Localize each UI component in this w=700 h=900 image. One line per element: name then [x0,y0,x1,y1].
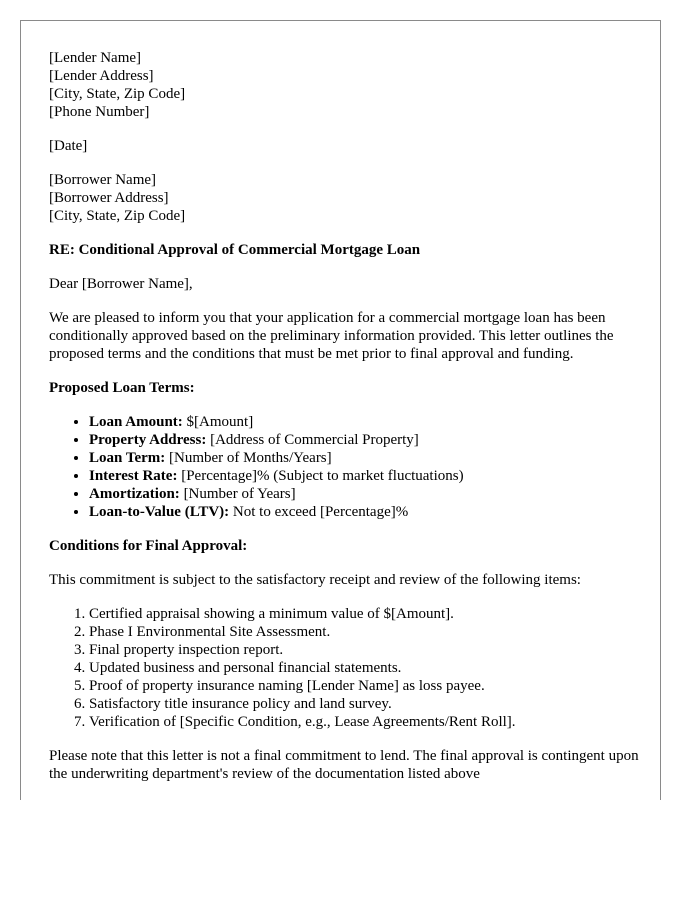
lender-phone: [Phone Number] [49,104,150,120]
condition-item: 5. Proof of property insurance naming [Lender Name] as loss payee. [89,677,639,695]
term-label: Amortization: [89,486,180,502]
lender-name: [Lender Name] [49,50,142,66]
term-value: [Percentage]% (Subject to market fluctuations) [177,468,464,484]
term-label: Loan Term: [89,450,166,466]
terms-list [49,413,639,521]
term-value: $[Amount] [182,414,254,430]
term-label: Property Address: [89,432,207,448]
borrower-name: [Borrower Name] [49,172,157,188]
borrower-address: [Borrower Address] [49,190,169,206]
subject-line: RE: Conditional Approval of Commercial Mortgage Loan [49,242,421,258]
term-item [89,431,639,449]
term-value: [Number of Years] [179,486,296,502]
term-value: Not to exceed [Percentage]% [229,504,409,520]
lender-block [49,49,639,121]
salutation: Dear [Borrower Name], [49,276,193,292]
closing-paragraph: Please note that this letter is not a final commitment to lend. The final approval is contingent upon the underwriting department's review of the documentation listed above [49,748,639,782]
condition-item: 3. Final property inspection report. [89,641,639,659]
term-item [89,413,639,431]
terms-heading: Proposed Loan Terms: [49,380,195,396]
term-item [89,503,639,521]
conditions-heading: Conditions for Final Approval: [49,538,248,554]
condition-item: 1. Certified appraisal showing a minimum value of $[Amount]. [89,605,639,623]
condition-item: 6. Satisfactory title insurance policy and land survey. [89,695,639,713]
letter-date: [Date] [49,138,88,154]
term-item [89,485,639,503]
lender-city-state-zip: [City, State, Zip Code] [49,86,186,102]
letter-page [20,20,661,800]
term-label: Loan Amount: [89,414,183,430]
intro-paragraph: We are pleased to inform you that your application for a commercial mortgage loan has been conditionally approved based on the preliminary information provided. This letter outlines the proposed terms and the conditions that must be met prior to final approval and funding. [49,310,614,362]
term-value: [Address of Commercial Property] [206,432,419,448]
letter-content [49,49,639,799]
term-item [89,449,639,467]
term-label: Loan-to-Value (LTV): [89,504,230,520]
term-item [89,467,639,485]
condition-item: 7. Verification of [Specific Condition, e.g., Lease Agreements/Rent Roll]. [89,713,639,731]
condition-item: 2. Phase I Environmental Site Assessment. [89,623,639,641]
conditions-intro: This commitment is subject to the satisfactory receipt and review of the following items: [49,572,581,588]
term-value: [Number of Months/Years] [165,450,332,466]
term-label: Interest Rate: [89,468,178,484]
lender-address: [Lender Address] [49,68,154,84]
conditions-list [49,605,639,731]
borrower-block [49,171,639,225]
condition-item: 4. Updated business and personal financial statements. [89,659,639,677]
borrower-city-state-zip: [City, State, Zip Code] [49,208,186,224]
